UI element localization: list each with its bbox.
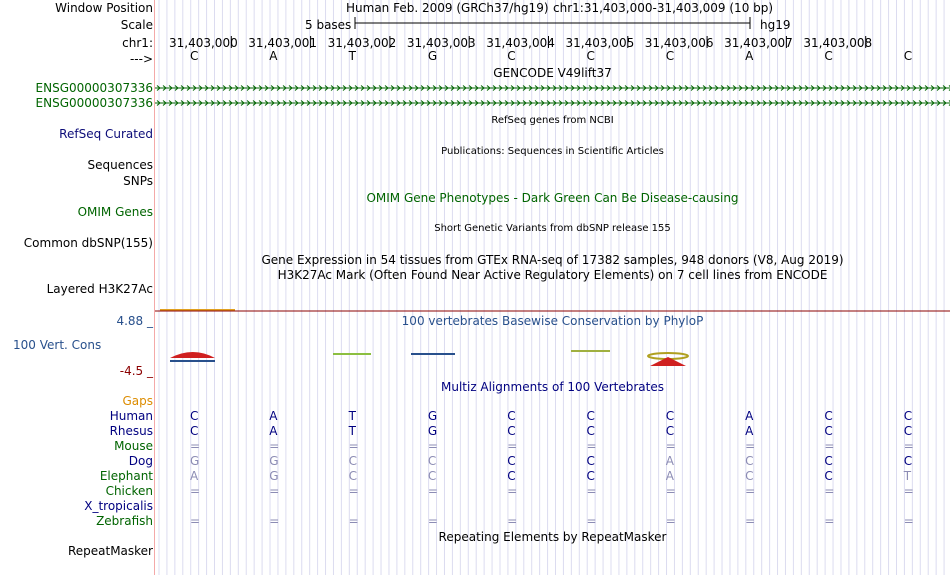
alignment-base: G xyxy=(190,454,200,468)
base-letter: C xyxy=(586,49,595,63)
alignment-base: = xyxy=(348,514,359,528)
strand-arrow-label: ---> xyxy=(129,52,153,66)
ruler-position-label: 31,403,004 xyxy=(486,36,555,50)
alignment-base: C xyxy=(745,469,754,483)
alignment-base: = xyxy=(269,484,280,498)
species-label[interactable]: X_tropicalis xyxy=(84,499,153,513)
alignment-base: = xyxy=(665,514,676,528)
alignment-base: = xyxy=(269,514,280,528)
common-dbsnp-label[interactable]: Common dbSNP(155) xyxy=(23,236,153,250)
alignment-base: C xyxy=(348,454,357,468)
alignment-base: C xyxy=(745,454,754,468)
phylop-track-title[interactable]: 100 vertebrates Basewise Conservation by PhyloP xyxy=(401,314,704,328)
alignment-base: C xyxy=(903,454,913,468)
alignment-base: = xyxy=(507,484,518,498)
ruler-position-label: 31,403,003 xyxy=(406,36,476,50)
alignment-base: A xyxy=(665,469,675,483)
alignment-base: G xyxy=(427,409,438,423)
alignment-base: = xyxy=(665,484,676,498)
alignment-base: C xyxy=(427,469,437,483)
gencode-track-title[interactable]: GENCODE V49lift37 xyxy=(493,66,612,80)
species-label[interactable]: Dog xyxy=(128,454,153,468)
repeatmasker-track-title[interactable]: Repeating Elements by RepeatMasker xyxy=(438,530,667,544)
gaps-label[interactable]: Gaps xyxy=(122,394,153,408)
layered-h3k27ac-label[interactable]: Layered H3K27Ac xyxy=(46,282,153,296)
alignment-base: = xyxy=(586,514,597,528)
base-letter: A xyxy=(269,49,278,63)
alignment-base: = xyxy=(903,484,914,498)
omim-track-title[interactable]: OMIM Gene Phenotypes - Dark Green Can Be Disease-causing xyxy=(366,191,739,205)
alignment-base: = xyxy=(903,514,914,528)
alignment-base: C xyxy=(190,424,199,438)
alignment-base: A xyxy=(745,409,754,423)
ruler-position-label: 31,403,006 xyxy=(644,36,714,50)
alignment-base: = xyxy=(507,514,518,528)
species-label[interactable]: Mouse xyxy=(114,439,153,453)
scale-bar-label: 5 bases xyxy=(305,18,352,32)
alignment-base: A xyxy=(269,424,278,438)
alignment-base: = xyxy=(348,439,359,453)
alignment-base: T xyxy=(348,424,356,438)
alignment-base: G xyxy=(269,469,279,483)
alignment-base: C xyxy=(586,424,595,438)
h3k27ac-track-title[interactable]: H3K27Ac Mark (Often Found Near Active Regulatory Elements) on 7 cell lines from ENCODE xyxy=(277,268,828,282)
alignment-base: A xyxy=(665,454,675,468)
phylop-max-label: 4.88 _ xyxy=(116,314,153,328)
ruler-position-label: 31,403,005 xyxy=(565,36,635,50)
ruler-position-label: 31,403,007 xyxy=(724,36,793,50)
alignment-base: = xyxy=(427,484,438,498)
alignment-base: C xyxy=(348,469,357,483)
scale-db-label: hg19 xyxy=(760,18,791,32)
species-label[interactable]: Zebrafish xyxy=(96,514,153,528)
ruler-position-label: 31,403,008 xyxy=(803,36,873,50)
alignment-base: = xyxy=(745,514,756,528)
alignment-base: = xyxy=(427,439,438,453)
alignment-base: = xyxy=(824,484,835,498)
sequences-label[interactable]: Sequences xyxy=(87,158,153,172)
snps-label[interactable]: SNPs xyxy=(123,174,153,188)
alignment-base: = xyxy=(348,484,359,498)
alignment-base: C xyxy=(427,454,437,468)
base-letter: C xyxy=(824,49,833,63)
alignment-base: C xyxy=(824,469,833,483)
chrom-label: chr1: xyxy=(122,36,153,50)
publications-track-title[interactable]: Publications: Sequences in Scientific Articles xyxy=(441,146,664,157)
track-label-panel xyxy=(0,0,155,575)
alignment-base: = xyxy=(190,439,201,453)
alignment-base: A xyxy=(190,469,199,483)
alignment-base: C xyxy=(507,469,516,483)
ruler-position-label: 31,403,002 xyxy=(327,36,397,50)
alignment-base: = xyxy=(269,439,280,453)
repeatmasker-label[interactable]: RepeatMasker xyxy=(67,544,153,558)
phylop-min-label: -4.5 _ xyxy=(119,364,153,378)
alignment-base: C xyxy=(586,409,595,423)
species-label[interactable]: Human xyxy=(109,409,153,423)
alignment-base: C xyxy=(824,424,833,438)
alignment-base: = xyxy=(824,514,835,528)
alignment-base: C xyxy=(824,454,833,468)
base-letter: C xyxy=(507,49,516,63)
alignment-base: C xyxy=(507,424,516,438)
alignment-base: = xyxy=(190,484,201,498)
species-label[interactable]: Chicken xyxy=(105,484,153,498)
species-label[interactable]: Elephant xyxy=(99,469,153,483)
window-position-label: Window Position xyxy=(55,1,153,15)
alignment-base: = xyxy=(824,439,835,453)
alignment-base: A xyxy=(745,424,754,438)
alignment-base: = xyxy=(665,439,676,453)
alignment-base: = xyxy=(745,439,756,453)
ensg-label-1[interactable]: ENSG00000307336 xyxy=(35,81,153,95)
alignment-base: G xyxy=(269,454,279,468)
position-title: chr1:31,403,000-31,403,009 (10 bp) xyxy=(553,1,774,15)
ensg-label-2[interactable]: ENSG00000307336 xyxy=(35,96,153,110)
alignment-base: = xyxy=(586,439,597,453)
alignment-base: A xyxy=(269,409,278,423)
base-letter: C xyxy=(903,49,913,63)
alignment-base: C xyxy=(903,409,913,423)
alignment-base: C xyxy=(507,409,516,423)
alignment-base: = xyxy=(507,439,518,453)
alignment-base: C xyxy=(507,454,516,468)
base-letter: T xyxy=(348,49,356,63)
ruler-position-label: 31,403,000 xyxy=(169,36,238,50)
alignment-base: = xyxy=(190,514,201,528)
alignment-base: C xyxy=(190,409,199,423)
gtex-track-title[interactable]: Gene Expression in 54 tissues from GTEx RNA-seq of 17382 samples, 948 donors (V8, Aug 2019) xyxy=(261,253,844,267)
base-letter: C xyxy=(665,49,675,63)
base-letter: C xyxy=(190,49,199,63)
alignment-base: C xyxy=(586,469,595,483)
refseq-curated-label[interactable]: RefSeq Curated xyxy=(59,127,153,141)
alignment-base: T xyxy=(903,469,912,483)
omim-genes-label[interactable]: OMIM Genes xyxy=(77,205,153,219)
scale-label: Scale xyxy=(120,18,153,32)
alignment-base: C xyxy=(903,424,913,438)
base-letter: G xyxy=(427,49,438,63)
multiz-track-title[interactable]: Multiz Alignments of 100 Vertebrates xyxy=(440,380,665,394)
phylop-bar xyxy=(170,352,215,358)
alignment-base: G xyxy=(427,424,438,438)
alignment-base: C xyxy=(665,424,675,438)
ruler-position-label: 31,403,001 xyxy=(248,36,318,50)
vert-cons-label[interactable]: 100 Vert. Cons xyxy=(13,338,102,352)
alignment-base: = xyxy=(586,484,597,498)
alignment-base: = xyxy=(745,484,756,498)
assembly-title: Human Feb. 2009 (GRCh37/hg19) xyxy=(346,1,549,15)
alignment-base: = xyxy=(903,439,914,453)
base-letter: A xyxy=(745,49,754,63)
dbsnp-track-title[interactable]: Short Genetic Variants from dbSNP release 155 xyxy=(434,223,671,234)
alignment-base: = xyxy=(427,514,438,528)
alignment-base: T xyxy=(348,409,356,423)
alignment-base: C xyxy=(824,409,833,423)
alignment-base: C xyxy=(586,454,595,468)
species-label[interactable]: Rhesus xyxy=(109,424,153,438)
alignment-base: C xyxy=(665,409,675,423)
refseq-track-title[interactable]: RefSeq genes from NCBI xyxy=(491,115,614,126)
